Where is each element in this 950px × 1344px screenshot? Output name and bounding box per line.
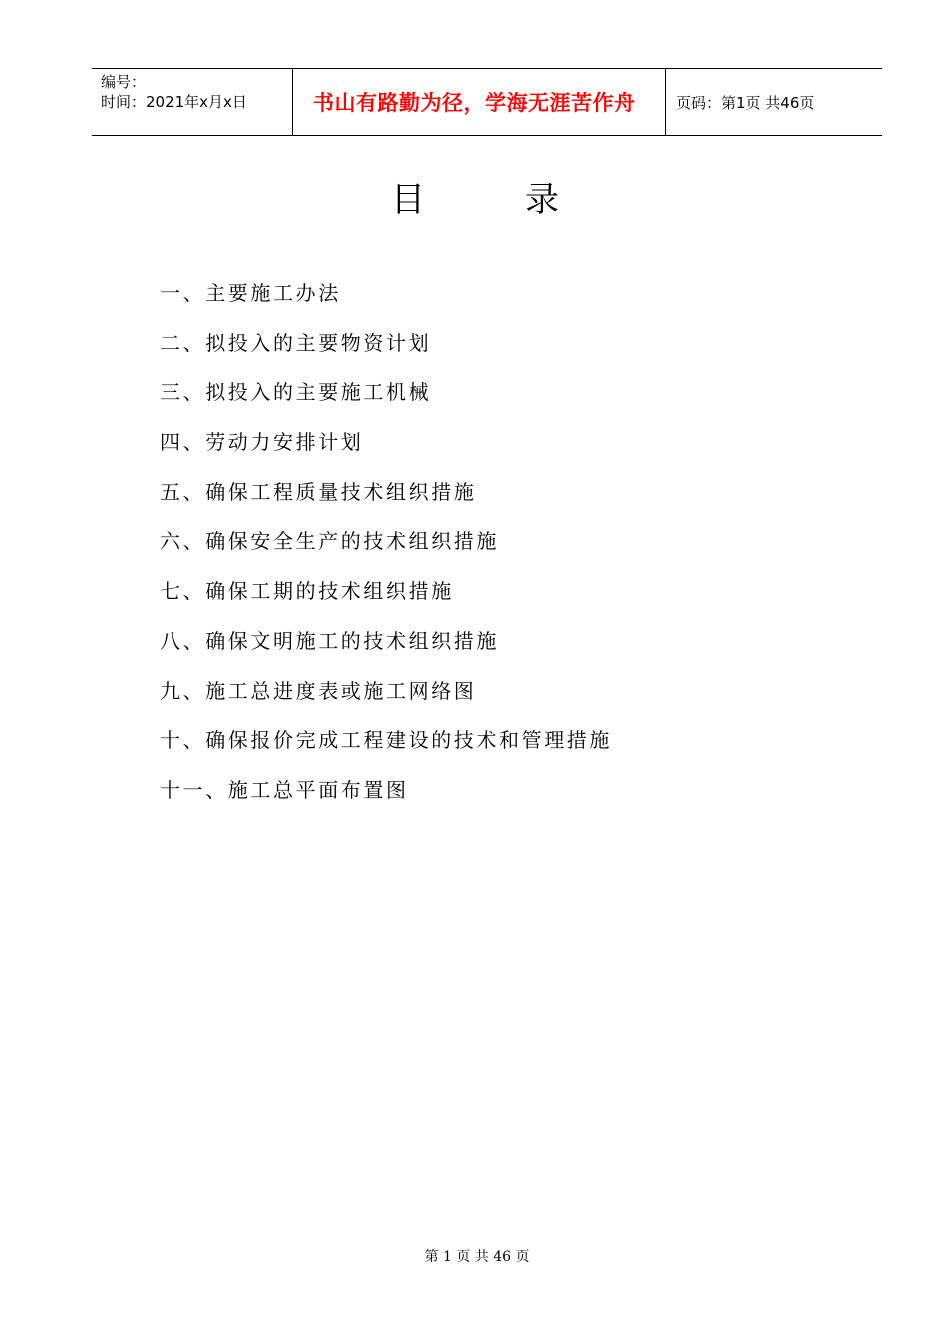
toc-item: 二、拟投入的主要物资计划: [160, 330, 432, 355]
header-meta-cell: [92, 69, 293, 135]
toc-item: 六、确保安全生产的技术组织措施: [160, 529, 499, 554]
toc-item: 三、拟投入的主要施工机械: [160, 380, 432, 405]
toc-item: 十、确保报价完成工程建设的技术和管理措施: [160, 728, 612, 753]
toc-item: 七、确保工期的技术组织措施: [160, 579, 454, 604]
header-page-cell: [666, 69, 882, 135]
toc-item: 十一、施工总平面布置图: [160, 777, 409, 802]
document-time-label: 时间：2021年x月x日: [101, 93, 247, 111]
toc-item: 四、劳动力安排计划: [160, 430, 364, 455]
toc-item: 八、确保文明施工的技术组织措施: [160, 628, 499, 653]
toc-item: 一、主要施工办法: [160, 281, 341, 305]
toc-item: 九、施工总进度表或施工网络图: [160, 678, 477, 703]
table-of-contents: [160, 278, 612, 825]
header-motto: 书山有路勤为径，学海无涯苦作舟: [313, 91, 636, 115]
header-motto-cell: [293, 69, 666, 135]
page-title: 目录: [391, 180, 659, 220]
document-number-label: 编号：: [101, 73, 147, 91]
page-footer: 第 1 页 共 46 页: [424, 1249, 530, 1265]
toc-item: 五、确保工程质量技术组织措施: [160, 479, 477, 504]
document-header: [92, 68, 882, 136]
header-page-info: 页码：第1页 共46页: [676, 93, 815, 112]
